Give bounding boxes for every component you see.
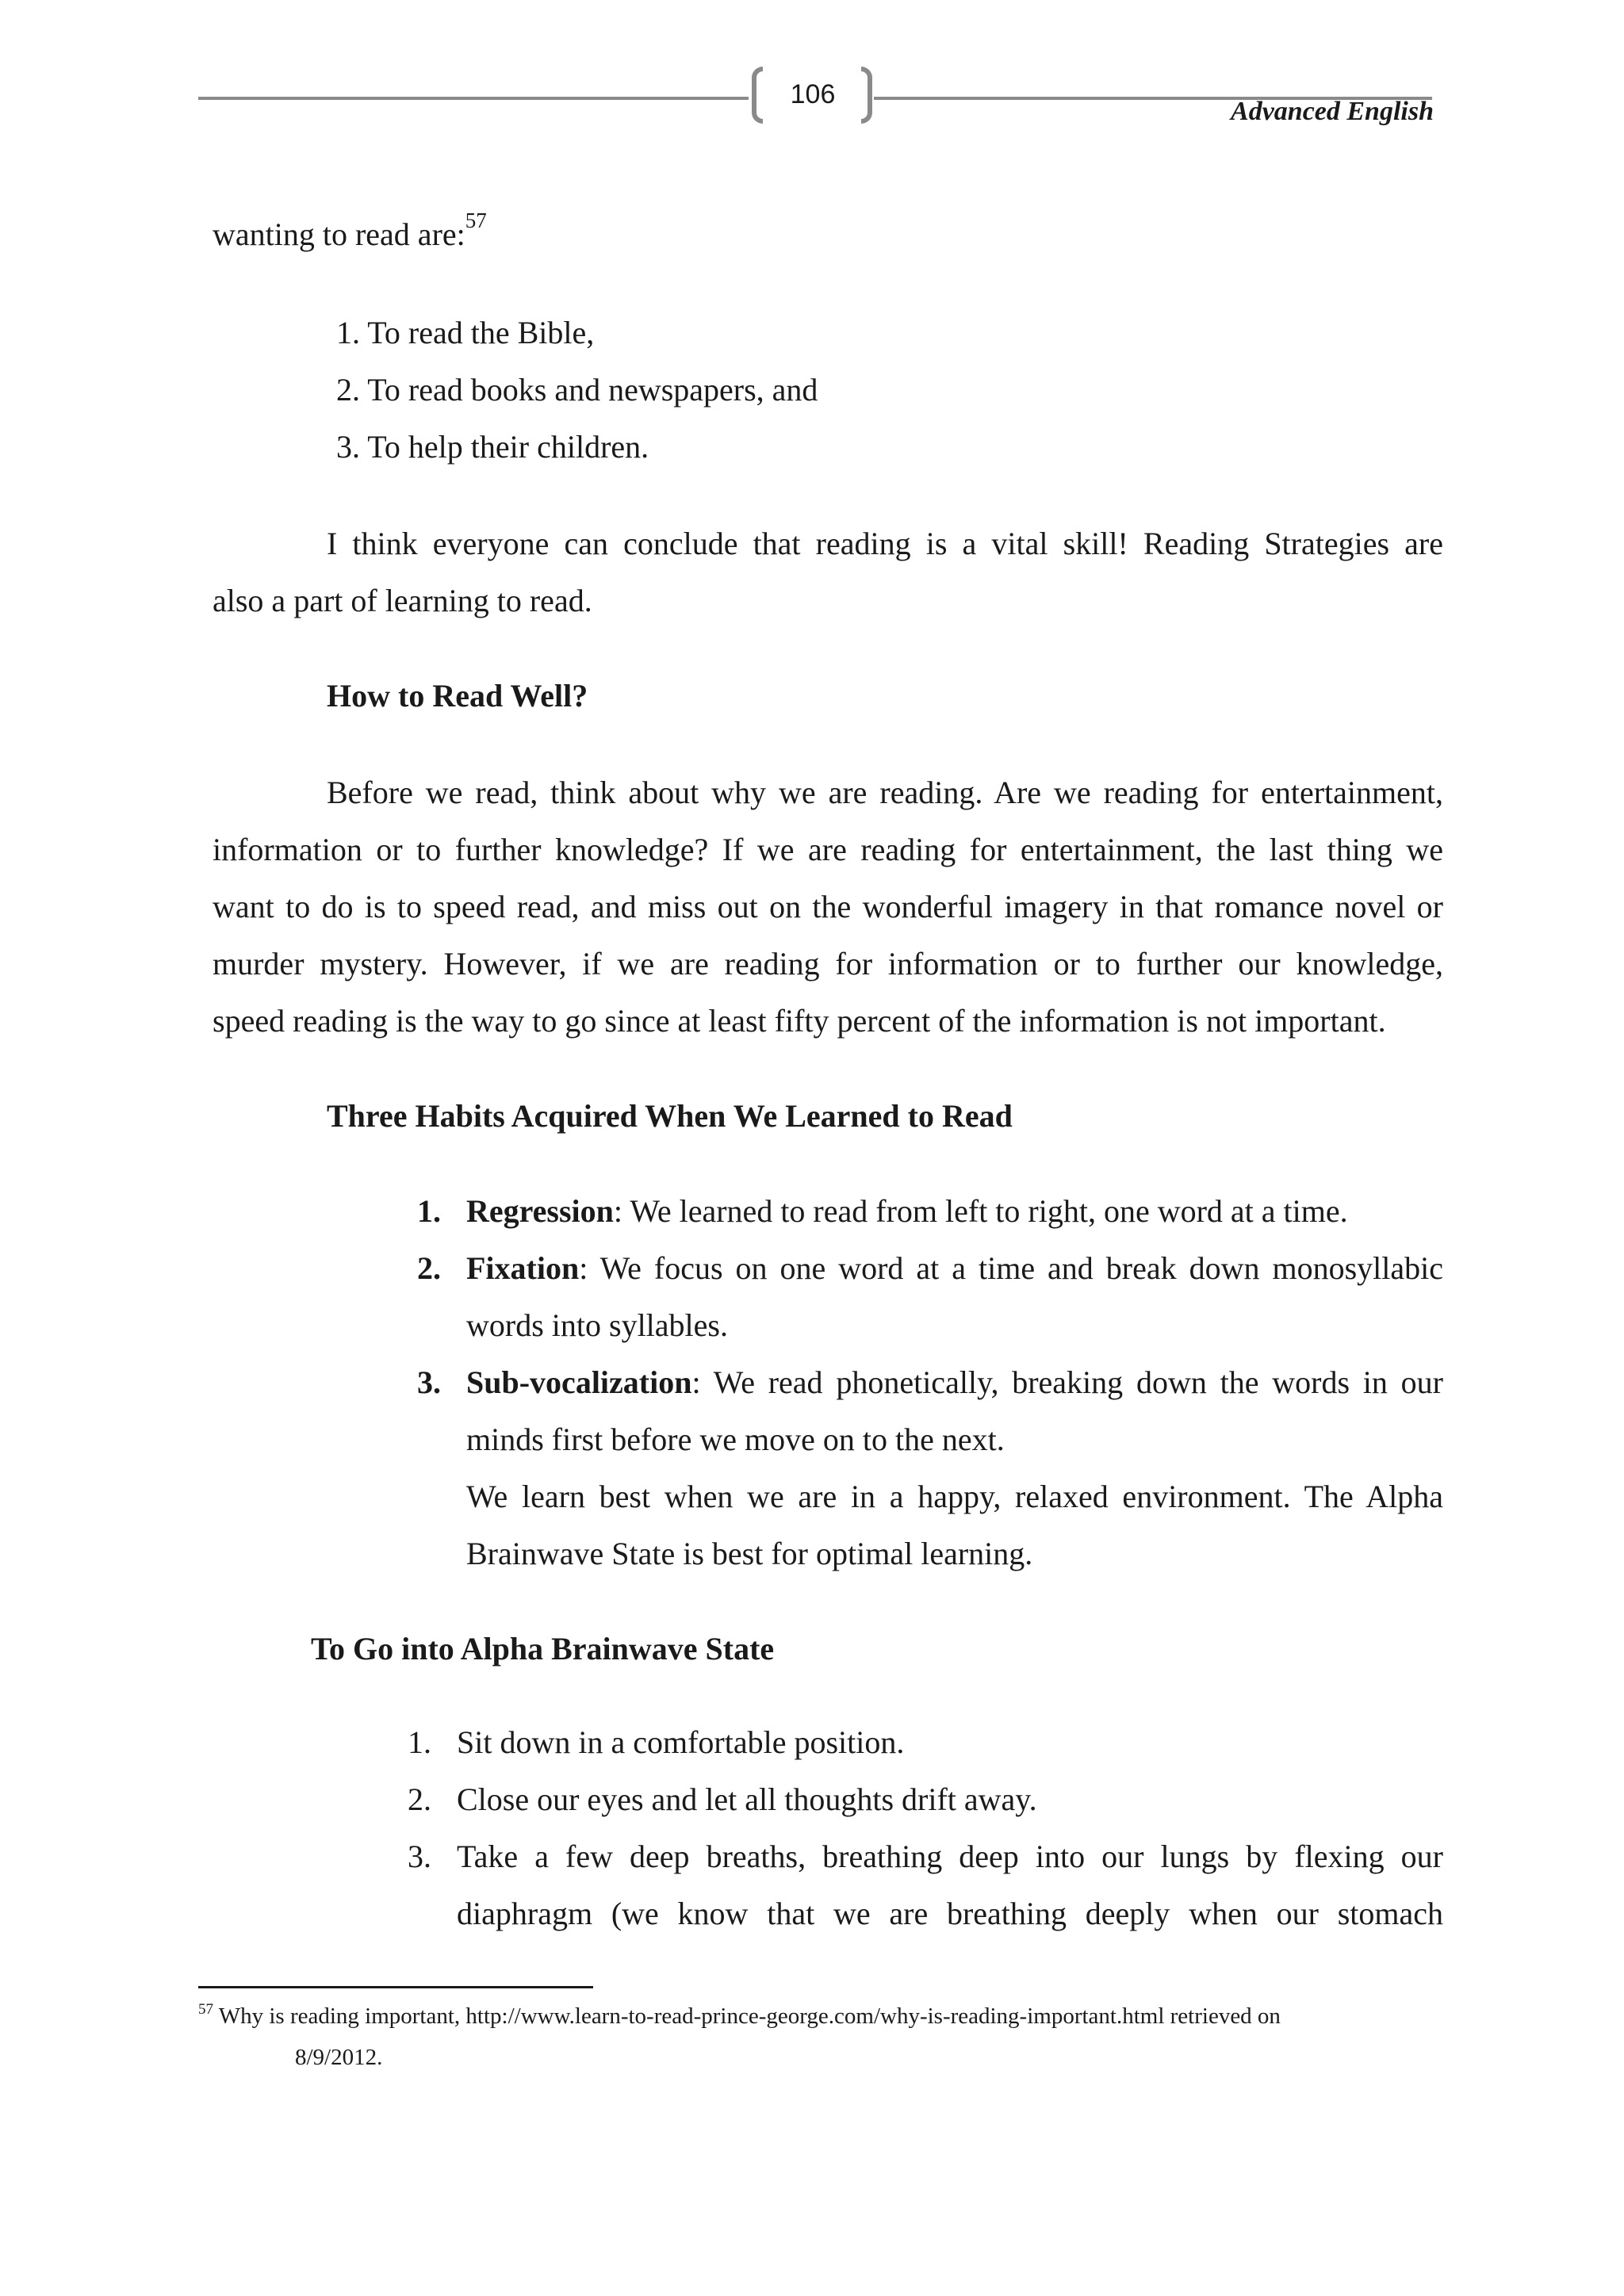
list-number: 2.: [408, 1781, 431, 1817]
footnote-ref[interactable]: 57: [465, 209, 487, 232]
footnote-marker: 57: [198, 2001, 213, 2018]
list-number: 3.: [408, 1839, 431, 1874]
list-item: Fixation: We focus on one word at a time and break down monosyllabic: [466, 1250, 1443, 1286]
list-item-continuation: words into syllables.: [466, 1307, 728, 1343]
list-number: 3.: [417, 1364, 441, 1400]
section-heading: Three Habits Acquired When We Learned to Read: [327, 1098, 1013, 1134]
list-number: 1.: [408, 1724, 431, 1760]
list-item: Sit down in a comfortable position.: [457, 1724, 905, 1760]
list-item: 2. To read books and newspapers, and: [336, 372, 818, 408]
page-number-bracket-right: [861, 67, 872, 124]
paragraph-line: want to do is to speed read, and miss out on the wonderful imagery in that romance novel or: [213, 889, 1443, 924]
note-line: Brainwave State is best for optimal learning.: [466, 1536, 1033, 1571]
header-rule-left: [198, 97, 749, 100]
section-heading: To Go into Alpha Brainwave State: [311, 1631, 775, 1667]
paragraph-line: I think everyone can conclude that reading is a vital skill! Reading Strategies are: [327, 526, 1443, 561]
paragraph-line: murder mystery. However, if we are reading for information or to further our knowledge,: [213, 946, 1443, 982]
list-number: 1.: [417, 1193, 441, 1229]
intro-line: [213, 206, 487, 266]
intro-text: wanting to read are:: [213, 216, 465, 252]
page-number-bracket-left: [752, 67, 763, 124]
list-item-continuation: diaphragm (we know that we are breathing deeply when our stomach: [457, 1896, 1443, 1931]
list-item: Regression: We learned to read from left to right, one word at a time.: [466, 1193, 1348, 1229]
list-number: 2.: [417, 1250, 441, 1286]
list-item: Take a few deep breaths, breathing deep into our lungs by flexing our: [457, 1839, 1443, 1874]
footnote-rule: [198, 1986, 593, 1988]
footnote-line: [198, 1996, 1281, 2039]
paragraph-line: Before we read, think about why we are reading. Are we reading for entertainment,: [327, 775, 1443, 810]
footnote-text[interactable]: Why is reading important, http://www.learn-to-read-prince-george.com/why-is-reading-important.html retrieved on: [213, 2003, 1281, 2029]
list-item: Close our eyes and let all thoughts drift away.: [457, 1781, 1037, 1817]
section-heading: How to Read Well?: [327, 678, 588, 714]
paragraph-line: also a part of learning to read.: [213, 583, 592, 618]
page-number: 106: [790, 79, 836, 109]
paragraph-line: information or to further knowledge? If we are reading for entertainment, the last thing we: [213, 832, 1443, 867]
list-item: 1. To read the Bible,: [336, 315, 595, 350]
note-line: We learn best when we are in a happy, relaxed environment. The Alpha: [466, 1479, 1443, 1514]
list-item-continuation: minds first before we move on to the next.: [466, 1422, 1005, 1457]
running-title: Advanced English: [1231, 97, 1434, 126]
list-item: 3. To help their children.: [336, 429, 649, 465]
list-item: Sub-vocalization: We read phonetically, breaking down the words in our: [466, 1364, 1443, 1400]
footnote-line: 8/9/2012.: [295, 2045, 383, 2070]
paragraph-line: speed reading is the way to go since at least fifty percent of the information is not important.: [213, 1003, 1386, 1039]
